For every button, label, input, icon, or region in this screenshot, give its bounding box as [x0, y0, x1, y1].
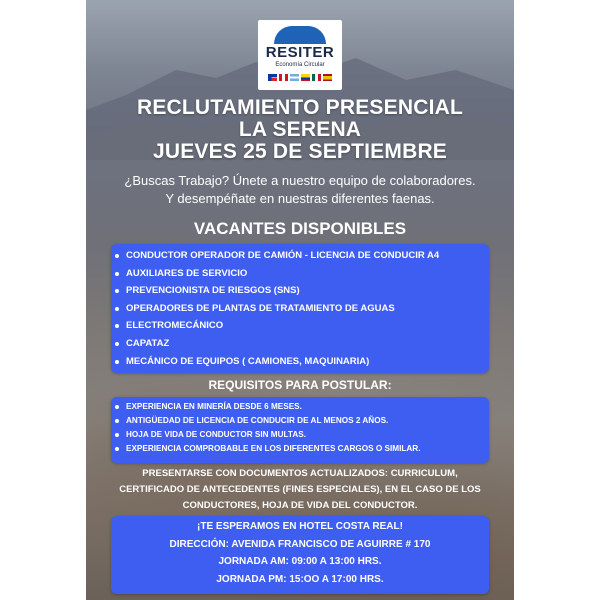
documents-line-2: CERTIFICADO DE ANTECEDENTES (FINES ESPECIALES), EN EL CASO DE LOS — [119, 484, 481, 495]
vacancy-item: OPERADORES DE PLANTAS DE TRATAMIENTO DE AGUAS — [111, 300, 489, 318]
vacancy-item: MECÁNICO DE EQUIPOS ( CAMIONES, MAQUINARIA) — [111, 353, 489, 371]
country-flags — [268, 74, 332, 82]
address-line: DIRECCIÓN: AVENIDA FRANCISCO DE AGUIRRE # 170 — [169, 538, 431, 550]
intro-line-2: Y desempéñate en nuestras diferentes faenas. — [165, 191, 435, 206]
headline-line-1: RECLUTAMIENTO PRESENCIAL — [136, 96, 464, 119]
argentina-flag-icon — [290, 74, 299, 81]
vacancy-item: PREVENCIONISTA DE RIESGOS (SNS) — [111, 282, 489, 300]
requirements-list — [111, 400, 489, 456]
vacancy-item: AUXILIARES DE SERVICIO — [111, 265, 489, 283]
colombia-flag-icon — [301, 74, 310, 81]
logo-arc-icon — [274, 26, 326, 44]
event-info-box — [111, 516, 489, 594]
headline-line-3: JUEVES 25 DE SEPTIEMBRE — [152, 140, 448, 163]
headline-line-2: LA SERENA — [238, 118, 362, 141]
mexico-flag-icon — [312, 74, 321, 81]
vacancies-box — [111, 244, 489, 373]
requirements-title: REQUISITOS PARA POSTULAR: — [208, 378, 392, 392]
vacancy-item: CONDUCTOR OPERADOR DE CAMIÓN - LICENCIA DE CONDUCIR A4 — [111, 247, 489, 265]
documents-line-3: CONDUCTORES, HOJA DE VIDA DEL CONDUCTOR. — [182, 500, 418, 511]
vacancy-item: CAPATAZ — [111, 335, 489, 353]
requirement-item: ANTIGÜEDAD DE LICENCIA DE CONDUCIR DE AL MENOS 2 AÑOS. — [111, 414, 489, 428]
requirement-item: EXPERIENCIA EN MINERÍA DESDE 6 MESES. — [111, 400, 489, 414]
afternoon-schedule: JORNADA PM: 15:OO A 17:00 HRS. — [216, 573, 384, 585]
documents-line-1: PRESENTARSE CON DOCUMENTOS ACTUALIZADOS: CURRICULUM, — [142, 468, 458, 479]
logo-tagline: Economía Circular — [275, 62, 325, 68]
requirement-item: HOJA DE VIDA DE CONDUCTOR SIN MULTAS. — [111, 428, 489, 442]
morning-schedule: JORNADA AM: 09:00 A 13:00 HRS. — [218, 556, 382, 568]
spain-flag-icon — [323, 74, 332, 81]
logo-name: RESITER — [265, 44, 335, 61]
venue-line: ¡TE ESPERAMOS EN HOTEL COSTA REAL! — [197, 521, 403, 532]
vacancy-item: ELECTROMECÁNICO — [111, 317, 489, 335]
requirements-box — [111, 397, 489, 463]
vacancies-title: VACANTES DISPONIBLES — [193, 219, 407, 238]
resiter-logo — [258, 20, 342, 90]
vacancies-list — [111, 247, 489, 370]
recruitment-poster — [86, 0, 514, 600]
peru-flag-icon — [279, 74, 288, 81]
intro-line-1: ¿Buscas Trabajo? Únete a nuestro equipo de colaboradores. — [124, 173, 476, 188]
requirement-item: EXPERIENCIA COMPROBABLE EN LOS DIFERENTES CARGOS O SIMILAR. — [111, 442, 489, 456]
chile-flag-icon — [268, 74, 277, 81]
documents-note — [100, 466, 500, 514]
